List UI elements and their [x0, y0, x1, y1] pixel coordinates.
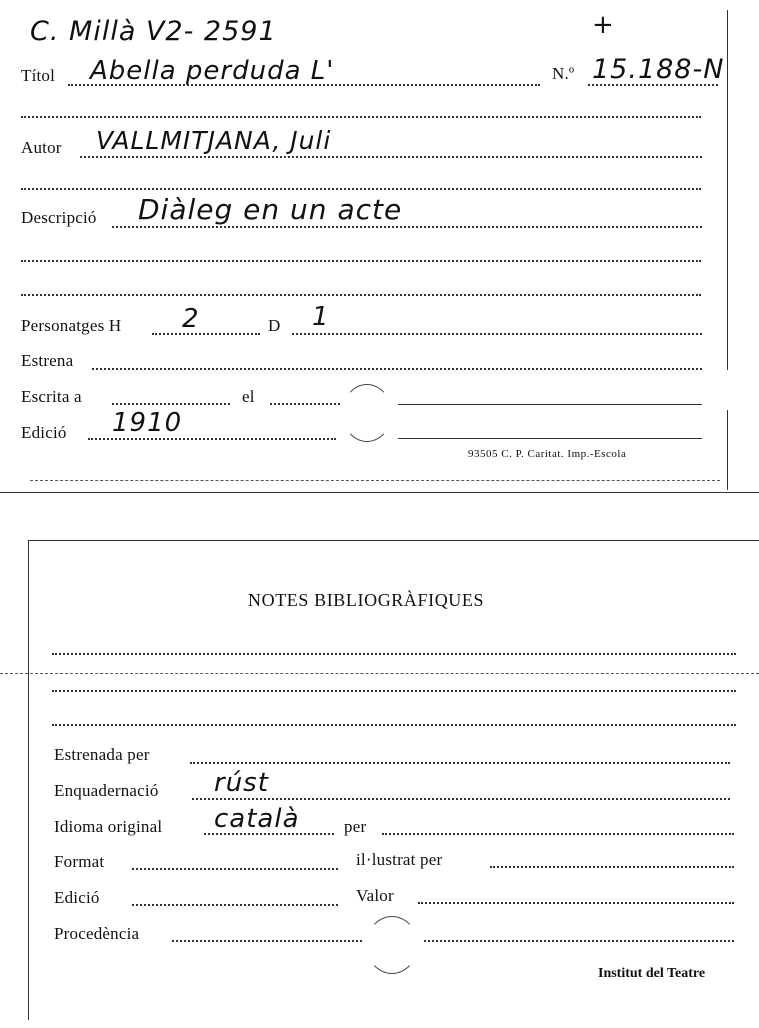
estrena-label: Estrena	[21, 351, 74, 370]
valor-label: Valor	[356, 886, 394, 905]
procedencia-label: Procedència	[54, 924, 140, 943]
edicio2-label: Edició	[54, 888, 100, 907]
cross-mark: +	[592, 10, 615, 40]
punch-hole	[342, 384, 392, 442]
blank-line	[21, 294, 701, 296]
card-separator	[0, 492, 759, 493]
estrenada-label: Estrenada per	[54, 745, 150, 764]
el-line-continued	[398, 404, 702, 405]
descripcio-label: Descripció	[21, 208, 97, 227]
enquadernacio-label: Enquadernació	[54, 781, 159, 800]
descripcio-line	[112, 226, 702, 228]
el-label: el	[242, 387, 255, 406]
blank-line	[21, 260, 701, 262]
autor-label: Autor	[21, 138, 62, 157]
personatges-h-line	[152, 333, 260, 335]
fold-dash	[0, 673, 759, 674]
personatges-h-value: 2	[182, 304, 200, 334]
blank-line	[52, 724, 736, 726]
punch-hole	[366, 916, 418, 974]
personatges-d-line	[292, 333, 702, 335]
numero-value: 15.188-N	[592, 54, 725, 85]
edicio-line	[88, 438, 336, 440]
per-label: per	[344, 817, 367, 836]
idioma-value: català	[214, 804, 300, 834]
card1-right-border	[727, 10, 728, 370]
format-label: Format	[54, 852, 105, 871]
printer-imprint: 93505 C. P. Caritat. Imp.-Escola	[468, 448, 627, 460]
card1-bottom-dash	[30, 480, 720, 481]
escrita-line	[112, 403, 230, 405]
procedencia-line	[172, 940, 362, 942]
handwritten-catalog-note: C. Millà V2- 2591	[30, 16, 277, 47]
edicio-line-continued	[398, 438, 702, 439]
illustrat-label: il·lustrat per	[356, 850, 443, 869]
blank-line	[21, 116, 701, 118]
autor-line	[80, 156, 702, 158]
institut-imprint: Institut del Teatre	[598, 966, 706, 981]
el-line	[270, 403, 340, 405]
card2-left-border	[28, 540, 29, 1020]
descripcio-value: Diàleg en un acte	[138, 193, 403, 226]
per-line	[382, 833, 734, 835]
personatges-d-value: 1	[312, 302, 330, 332]
enquadernacio-value: rúst	[214, 768, 269, 798]
estrenada-line	[190, 762, 730, 764]
format-line	[132, 868, 338, 870]
autor-value: VALLMITJANA, Juli	[96, 126, 332, 155]
personatges-h-label: Personatges H	[21, 316, 122, 335]
blank-line	[52, 653, 736, 655]
titol-value: Abella perduda L'	[90, 56, 335, 86]
illustrat-line	[490, 866, 734, 868]
procedencia-line-continued	[424, 940, 734, 942]
numero-label: N.º	[552, 64, 575, 83]
edicio-value: 1910	[112, 408, 183, 438]
personatges-d-label: D	[268, 316, 281, 335]
blank-line	[21, 188, 701, 190]
titol-label: Títol	[21, 66, 56, 85]
blank-line	[52, 690, 736, 692]
estrena-line	[92, 368, 702, 370]
escrita-label: Escrita a	[21, 387, 82, 406]
notes-heading: NOTES BIBLIOGRÀFIQUES	[248, 590, 485, 610]
edicio-label: Edició	[21, 423, 67, 442]
idioma-label: Idioma original	[54, 817, 163, 836]
valor-line	[418, 902, 734, 904]
edicio2-line	[132, 904, 338, 906]
enquadernacio-line	[192, 798, 730, 800]
card1-right-border-lower	[727, 410, 728, 490]
card2-top-border	[28, 540, 759, 541]
